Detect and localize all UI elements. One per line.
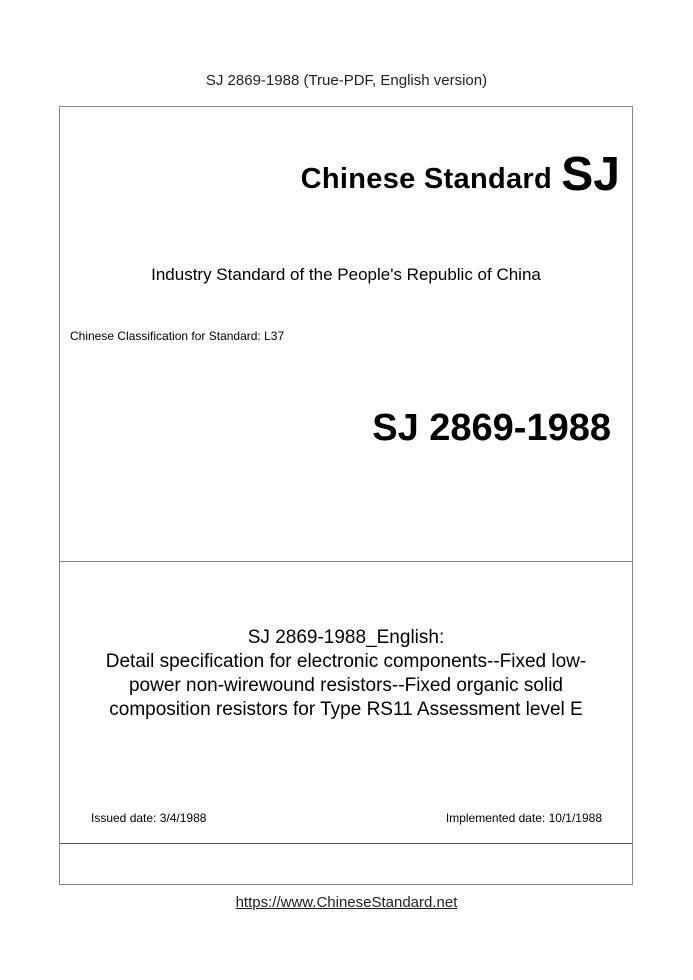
website-link[interactable]: https://www.ChineseStandard.net [235, 894, 458, 911]
spec-line: power non-wirewound resistors--Fixed organic solid [128, 675, 563, 696]
cover-upper-section [60, 107, 632, 562]
spec-line: Detail specification for electronic components--Fixed low- [105, 651, 587, 672]
cover-frame [59, 106, 633, 885]
issued-date: Issued date: 3/4/1988 [91, 811, 207, 825]
industry-standard-line: Industry Standard of the People's Republic of China [151, 265, 541, 284]
specification-title-block [80, 626, 612, 722]
standard-number: SJ 2869-1988 [372, 407, 611, 449]
main-title: Chinese Standard [300, 163, 552, 195]
spec-line: SJ 2869-1988_English: [247, 627, 445, 648]
standard-code-mark: SJ [561, 148, 620, 201]
classification-text: Chinese Classification for Standard: L37 [70, 329, 285, 343]
spec-line: composition resistors for Type RS11 Assessment level E [109, 699, 583, 720]
implemented-date: Implemented date: 10/1/1988 [445, 811, 602, 825]
document-header-title: SJ 2869-1988 (True-PDF, English version) [205, 72, 488, 89]
cover-lower-section [60, 562, 632, 844]
